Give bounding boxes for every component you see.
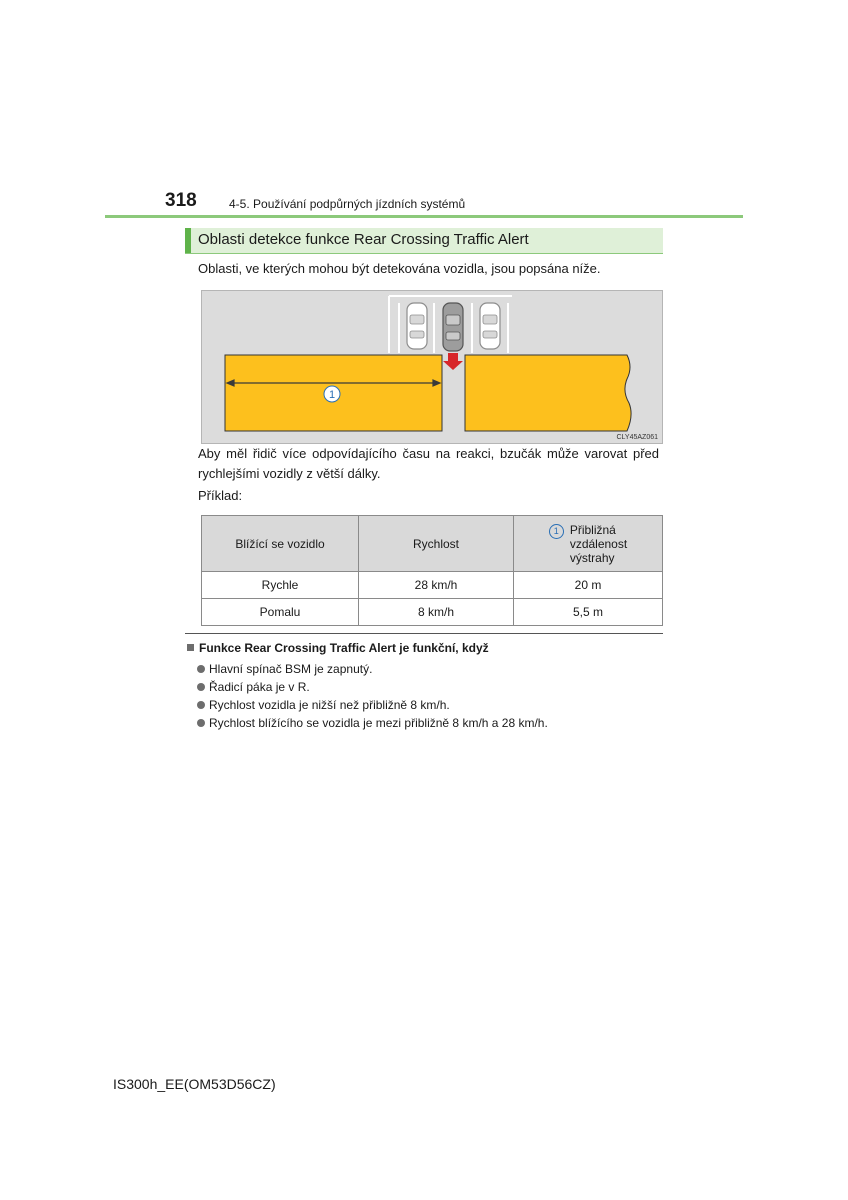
detection-zone-right — [465, 355, 631, 431]
example-label: Příklad: — [198, 488, 243, 503]
section-title: 4-5. Používání podpůrných jízdních systémů — [229, 197, 466, 211]
column-header: Rychlost — [359, 516, 514, 572]
heading-text: Oblasti detekce funkce Rear Crossing Traffic Alert — [198, 231, 529, 248]
square-bullet-icon — [187, 644, 194, 651]
callout-circle: 1 — [549, 524, 564, 539]
table-cell: 8 km/h — [359, 599, 514, 626]
table-row — [202, 599, 663, 626]
intro-text: Oblasti, ve kterých mohou být detekována vozidla, jsou popsána níže. — [198, 261, 601, 276]
table-cell: 5,5 m — [514, 599, 663, 626]
parked-car-left — [407, 303, 427, 349]
heading-accent-bar — [185, 228, 191, 253]
footer-code: IS300h_EE(OM53D56CZ) — [113, 1076, 276, 1092]
column-header: Blížící se vozidlo — [202, 516, 359, 572]
own-car — [443, 303, 463, 351]
conditions-rule — [185, 633, 663, 634]
bullet-dot-icon — [197, 719, 205, 727]
page-number: 318 — [165, 190, 197, 211]
conditions-list — [197, 660, 548, 732]
list-item: Rychlost vozidla je nižší než přibližně 8 km/h. — [197, 696, 548, 714]
column-header-distance: 1 Přibližná vzdálenost výstrahy — [514, 516, 663, 572]
callout-number: 1 — [328, 389, 336, 401]
reverse-arrow — [443, 353, 463, 370]
bullet-dot-icon — [197, 683, 205, 691]
table-cell: 28 km/h — [359, 572, 514, 599]
table-row — [202, 572, 663, 599]
list-item: Hlavní spínač BSM je zapnutý. — [197, 660, 548, 678]
explanation-text: Aby měl řidič více odpovídajícího času na reakci, bzučák může varovat před rychlejšími vozidly z větší dálky. — [198, 446, 659, 481]
header-rule — [105, 215, 743, 218]
table-cell: Pomalu — [202, 599, 359, 626]
example-table — [201, 515, 663, 626]
table-header-row — [202, 516, 663, 572]
table-cell: Rychle — [202, 572, 359, 599]
bullet-dot-icon — [197, 665, 205, 673]
table-cell: 20 m — [514, 572, 663, 599]
figure-code: CLY45AZ061 — [616, 434, 658, 441]
list-item: Řadicí páka je v R. — [197, 678, 548, 696]
detection-area-figure — [201, 290, 663, 444]
bullet-dot-icon — [197, 701, 205, 709]
conditions-title: Funkce Rear Crossing Traffic Alert je funkční, když — [187, 641, 489, 655]
parked-car-right — [480, 303, 500, 349]
section-heading — [185, 228, 663, 254]
list-item: Rychlost blížícího se vozidla je mezi přibližně 8 km/h a 28 km/h. — [197, 714, 548, 732]
